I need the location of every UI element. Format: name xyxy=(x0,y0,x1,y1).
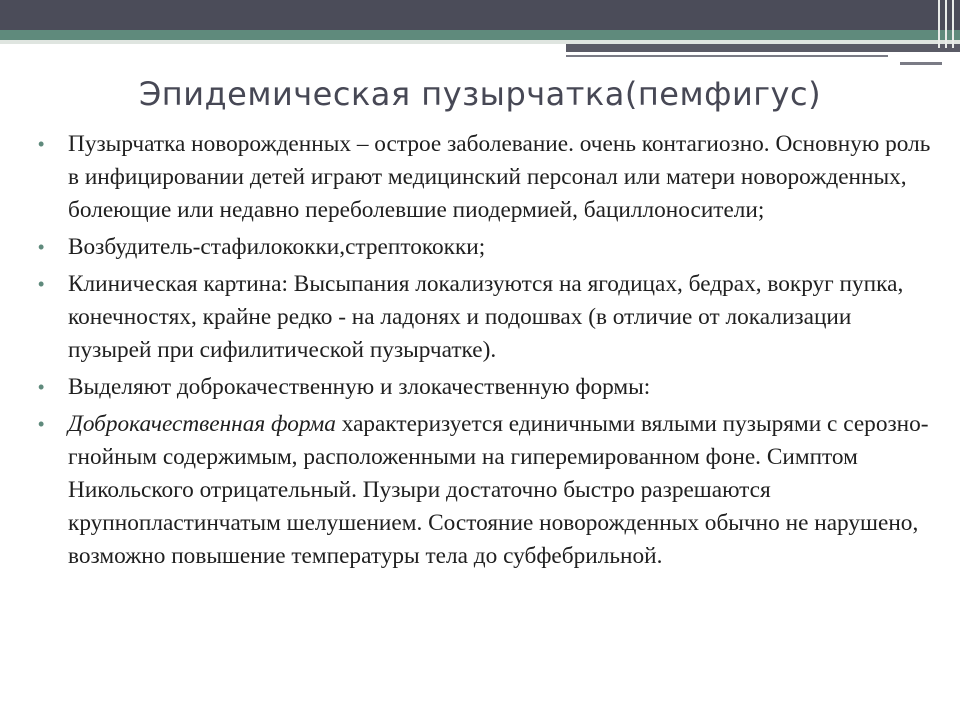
bullet-icon: • xyxy=(38,377,45,397)
bullet-text: Клиническая картина: Высыпания локализуются на ягодицах, бедрах, вокруг пупка, конечностях, крайне редко - на ладонях и подошвах (в отличие от локализации пузырей при сифилитической пузырчатке). xyxy=(68,271,904,363)
bullet-text: Возбудитель-стафилококки,стрептококки; xyxy=(68,234,486,260)
bullet-icon: • xyxy=(38,274,45,294)
bullet-item xyxy=(36,128,936,227)
header-bar-dark xyxy=(0,0,960,30)
header-vertical-lines xyxy=(936,0,960,48)
bullet-item xyxy=(36,268,936,367)
bullet-icon: • xyxy=(38,134,45,154)
bullet-icon: • xyxy=(38,237,45,257)
bullet-icon: • xyxy=(38,414,45,434)
slide-title: Эпидемическая пузырчатка(пемфигус) xyxy=(138,75,822,113)
bullet-text-italic: Доброкачественная форма xyxy=(68,411,336,437)
bullet-item xyxy=(36,371,936,404)
bullet-text: Выделяют доброкачественную и злокачественную формы: xyxy=(68,374,651,400)
bullet-list xyxy=(36,128,936,577)
bullet-item xyxy=(36,231,936,264)
header-accent-bar xyxy=(566,44,960,52)
header-accent-line-short xyxy=(900,62,942,65)
bullet-text: характеризуется единичными вялыми пузырями с серозно-гнойным содержимым, расположенными на гиперемированном фоне. Симптом Никольского отрицательный. Пузыри достаточно быстро разрешаются крупнопластинчатым шелушением. Состояние новорожденных обычно не нарушено, возможно повышение температуры тела до субфебрильной. xyxy=(68,411,929,569)
bullet-item xyxy=(36,408,936,573)
header-accent-line xyxy=(566,55,888,57)
bullet-text: Пузырчатка новорожденных – острое заболевание. очень контагиозно. Основную роль в инфицировании детей играют медицинский персонал или матери новорожденных, болеющие или недавно переболевшие пиодермией, бациллоносители; xyxy=(68,131,931,223)
header-bar-teal xyxy=(0,30,960,40)
